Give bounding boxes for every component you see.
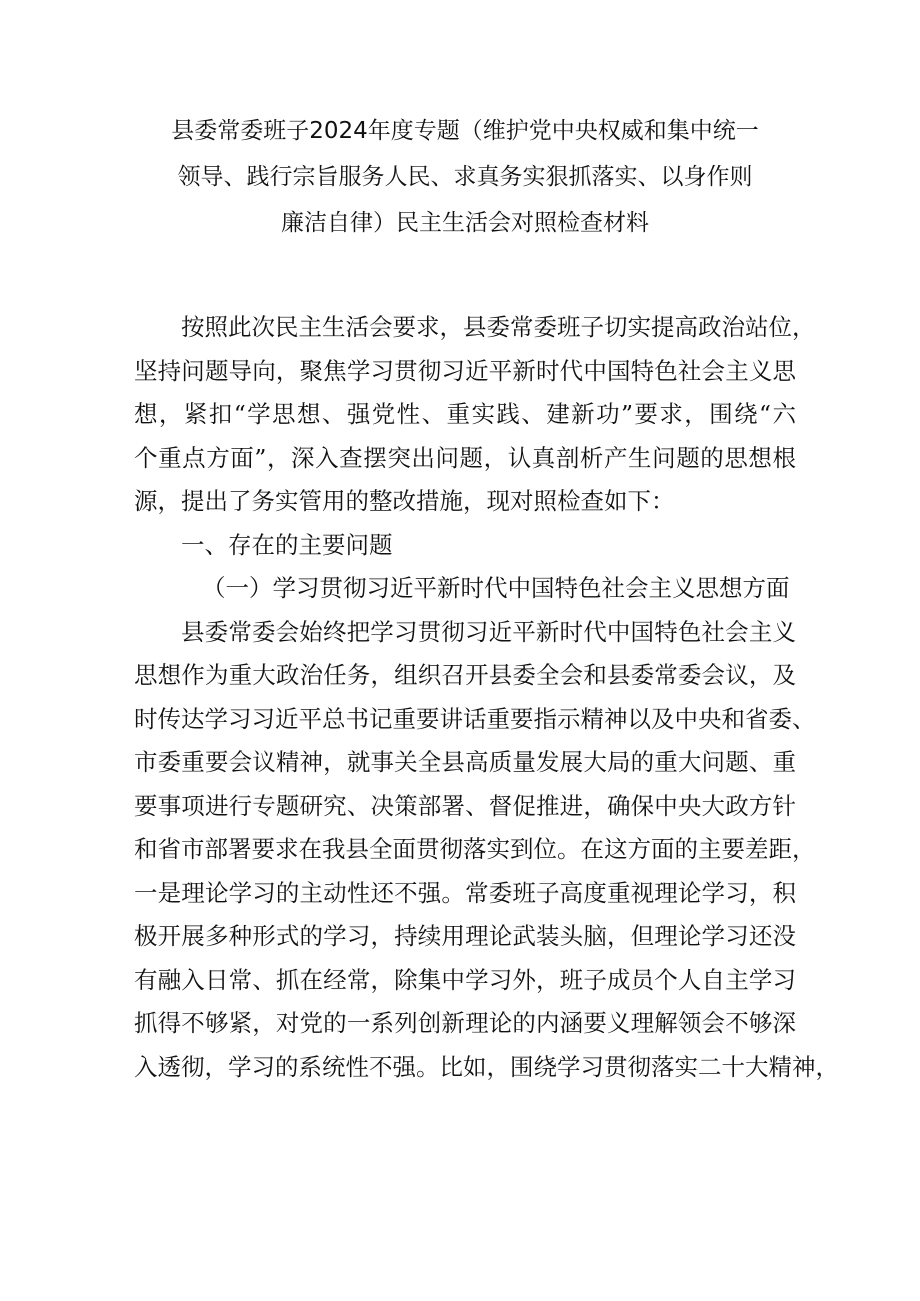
section-paragraph-line: 入透彻，学习的系统性不强。比如，围绕学习贯彻落实二十大精神， <box>134 1052 839 1081</box>
section-paragraph-line: 要事项进行专题研究、决策部署、督促推进，确保中央大政方针 <box>134 791 796 820</box>
section-paragraph-line: 极开展多种形式的学习，持续用理论武装头脑，但理论学习还没 <box>134 922 796 950</box>
document-title <box>150 108 780 246</box>
section-paragraph-line: 和省市部署要求在我县全面贯彻落实到位。在这方面的主要差距， <box>134 835 816 863</box>
title-line: 廉洁自律）民主生活会对照检查材料 <box>281 210 649 236</box>
section-paragraph-line: 市委重要会议精神，就事关全县高质量发展大局的重大问题、重 <box>134 748 796 776</box>
intro-paragraph-line: 坚持问题导向，聚焦学习贯彻习近平新时代中国特色社会主义思 <box>134 356 796 385</box>
section-paragraph-line: 县委常委会始终把学习贯彻习近平新时代中国特色社会主义 <box>181 617 796 646</box>
subsection-heading: （一）学习贯彻习近平新时代中国特色社会主义思想方面 <box>202 574 790 602</box>
title-line: 县委常委班子2024年度专题（维护党中央权威和集中统一 <box>171 118 759 144</box>
section-heading: 一、存在的主要问题 <box>181 530 393 559</box>
section-paragraph-line: 时传达学习习近平总书记重要讲话重要指示精神以及中央和省委、 <box>134 704 816 733</box>
document-body <box>134 306 839 1089</box>
intro-paragraph-line: 个重点方面”，深入查摆突出问题，认真剖析产生问题的思想根 <box>134 443 796 472</box>
intro-paragraph-line: 按照此次民主生活会要求，县委常委班子切实提高政治站位， <box>181 313 816 341</box>
title-line: 领导、践行宗旨服务人民、求真务实狠抓落实、以身作则 <box>177 164 753 190</box>
section-paragraph-line: 思想作为重大政治任务，组织召开县委全会和县委常委会议，及 <box>134 661 796 689</box>
section-paragraph-line: 抓得不够紧，对党的一系列创新理论的内涵要义理解领会不够深 <box>134 1009 796 1037</box>
section-paragraph-line: 有融入日常、抓在经常，除集中学习外，班子成员个人自主学习 <box>134 965 796 994</box>
section-paragraph-line: 一是理论学习的主动性还不强。常委班子高度重视理论学习，积 <box>134 878 796 907</box>
intro-paragraph-line: 源，提出了务实管用的整改措施，现对照检查如下： <box>134 487 675 515</box>
intro-paragraph-line: 想，紧扣“学思想、强党性、重实践、建新功”要求，围绕“六 <box>134 400 796 428</box>
